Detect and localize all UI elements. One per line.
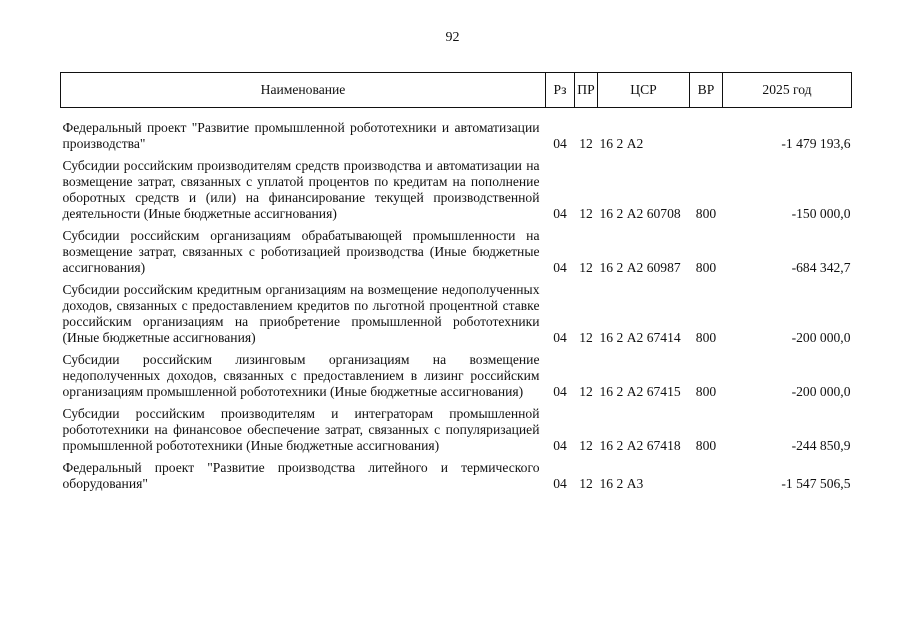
row-vr: 800: [695, 330, 717, 345]
row-pr: 12: [579, 136, 593, 151]
header-pr: ПР: [575, 73, 598, 108]
row-rz: 04: [553, 384, 567, 399]
row-vr: 800: [695, 206, 717, 221]
row-pr: 12: [579, 438, 593, 453]
row-vr: 800: [695, 260, 717, 275]
row-name: Субсидии российским организациям обрабатывающей промышленности на возмещение затрат, связанных с роботизацией производства (Иные бюджетные ассигнования): [62, 228, 540, 275]
row-name: Федеральный проект "Развитие производства литейного и термического оборудования": [62, 460, 540, 491]
row-pr: 12: [579, 330, 593, 345]
row-vr: 800: [695, 438, 717, 453]
header-year: 2025 год: [723, 73, 852, 108]
budget-table: [60, 72, 852, 498]
row-pr: 12: [579, 384, 593, 399]
row-rz: 04: [553, 330, 567, 345]
header-rz: Рз: [546, 73, 575, 108]
row-name: Федеральный проект "Развитие промышленной робототехники и автоматизации производства": [62, 120, 540, 151]
row-sum: -244 850,9: [791, 438, 851, 453]
table-header: [61, 73, 852, 108]
row-pr: 12: [579, 206, 593, 221]
row-pr: 12: [579, 476, 593, 491]
table-row: [61, 352, 852, 406]
row-csr: 16 2 А2 67418: [599, 438, 681, 453]
table-row: [61, 460, 852, 498]
header-name: Наименование: [61, 73, 546, 108]
row-rz: 04: [553, 260, 567, 275]
row-name: Субсидии российским кредитным организациям на возмещение недополученных доходов, связанных с предоставлением кредитов по льготной процентной ставке российским организациям на приобретение промышленной робототехники (Иные бюджетные ассигнования): [62, 282, 540, 345]
table-row: [61, 158, 852, 228]
row-vr: 800: [695, 384, 717, 399]
row-name: Субсидии российским лизинговым организациям на возмещение недополученных доходов, связанных с предоставлением в лизинг российским организациям промышленной робототехники (Иные бюджетные ассигнования): [62, 352, 540, 399]
row-csr: 16 2 А2 60987: [599, 260, 681, 275]
row-csr: 16 2 А2: [599, 136, 644, 151]
row-name: Субсидии российским производителям средств производства и автоматизации на возмещение затрат, связанных с уплатой процентов по кредитам на пополнение оборотных средств и (или) на финансирование текущей производственной деятельности (Иные бюджетные ассигнования): [62, 158, 540, 221]
row-csr: 16 2 А3: [599, 476, 644, 491]
row-sum: -200 000,0: [791, 330, 851, 345]
row-vr: [690, 108, 723, 159]
row-vr: [690, 460, 723, 498]
row-pr: 12: [579, 260, 593, 275]
row-sum: -1 479 193,6: [781, 136, 851, 151]
table-row: [61, 228, 852, 282]
row-rz: 04: [553, 438, 567, 453]
row-sum: -684 342,7: [791, 260, 851, 275]
page-number: 92: [445, 30, 460, 45]
row-rz: 04: [553, 476, 567, 491]
table-row: [61, 108, 852, 159]
header-vr: ВР: [690, 73, 723, 108]
row-csr: 16 2 А2 60708: [599, 206, 681, 221]
table-row: [61, 282, 852, 352]
row-sum: -150 000,0: [791, 206, 851, 221]
row-rz: 04: [553, 136, 567, 151]
row-rz: 04: [553, 206, 567, 221]
header-csr: ЦСР: [598, 73, 690, 108]
row-sum: -200 000,0: [791, 384, 851, 399]
row-name: Субсидии российским производителям и интеграторам промышленной робототехники на финансовое обеспечение затрат, связанных с популяризацией промышленной робототехники (Иные бюджетные ассигнования): [62, 406, 540, 453]
row-csr: 16 2 А2 67415: [599, 384, 681, 399]
row-sum: -1 547 506,5: [781, 476, 851, 491]
table-row: [61, 406, 852, 460]
row-csr: 16 2 А2 67414: [599, 330, 681, 345]
